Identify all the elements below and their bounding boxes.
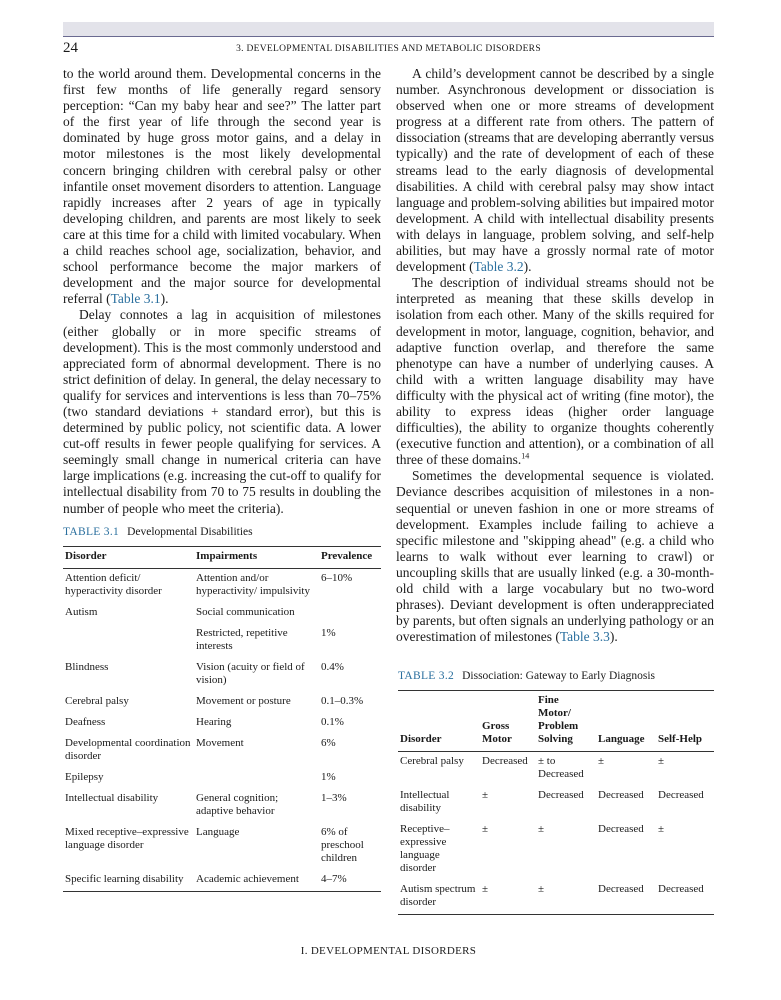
table-cell (319, 603, 381, 624)
table-cell: Decreased (598, 883, 644, 895)
table-cell: Receptive–expressive language disorder (400, 823, 450, 874)
table-cell: 1–3% (321, 792, 347, 804)
table-cell: General cognition; adaptive behavior (196, 792, 279, 817)
table-cell: 0.1–0.3% (321, 695, 364, 707)
table-row (398, 786, 714, 820)
table-cell: Intellectual disability (400, 789, 450, 814)
table-cell: Attention deficit/ hyperactivity disorder (65, 572, 162, 597)
table-3-1-caption (63, 526, 253, 538)
table-cell: Autism spectrum disorder (400, 883, 476, 908)
table-cell: Mixed receptive–expressive language disorder (65, 826, 189, 851)
table-row (63, 624, 381, 658)
table-cell: 1% (321, 771, 336, 783)
table-cell (63, 624, 194, 658)
right-paragraph-1: A child’s development cannot be described by a single number. Asynchronous development or dissociation is observed when one or more streams of development progress at a different rate from others. The pattern of dissociation (streams that are developing aberrantly versus typically) and the rate of development of each of these streams lead to the early diagnosis of developmental disabilities. A child with cerebral palsy may show intact language and problem-solving abilities but impaired motor development. A child with intellectual disability presents with delays in language, problem solving, and self-help abilities, but may have a grossly normal rate of motor development (Table 3.2). (396, 66, 714, 275)
table-row (63, 569, 381, 604)
table-3-1 (63, 546, 381, 892)
table-row (398, 752, 714, 787)
right-paragraph-2: The description of individual streams should not be interpreted as meaning that these skills develop in isolation from each other. Many of the skills required for development in motor, language, cognition, behavior, and adaptive function overlap, and therefore the same phenotype can have a number of underlying causes. A child with a written language disability may have difficulty with the physical act of writing (fine motor), the ability to express ideas (higher order language difficulties), the ability to organize thoughts coherently (executive function and attention), or a combination of all three of these domains.$^{14}$ (396, 275, 714, 468)
header-bar (63, 22, 714, 36)
table-cell: ± (538, 823, 545, 835)
table-cell: ± to Decreased (538, 755, 584, 780)
table-cell: Specific learning disability (65, 873, 184, 885)
running-head: 3. DEVELOPMENTAL DISABILITIES AND METABOLIC DISORDERS (236, 44, 541, 54)
table-3-3-link[interactable]: Table 3.3 (559, 629, 610, 645)
reference-superscript: 14 (521, 451, 530, 461)
table-cell: ± (482, 883, 489, 895)
table-cell (194, 768, 319, 789)
table-row (63, 734, 381, 768)
table-cell: Decreased (482, 755, 528, 767)
left-column (63, 66, 381, 517)
column-header: Self-Help (658, 733, 702, 745)
table-cell: Deafness (65, 716, 106, 728)
table-cell: Vision (acuity or field of vision) (196, 661, 305, 686)
table-cell: Developmental coordination disorder (65, 737, 191, 762)
table-cell: Autism (65, 606, 98, 618)
table-cell: 4–7% (321, 873, 347, 885)
table-cell: 0.1% (321, 716, 344, 728)
table-cell: ± (598, 755, 605, 767)
table-cell: ± (658, 755, 665, 767)
table-cell: ± (482, 789, 489, 801)
table-3-2-label: TABLE 3.2 (398, 670, 455, 682)
column-header: Language (598, 733, 645, 745)
table-cell: 6–10% (321, 572, 353, 584)
table-cell: Blindness (65, 661, 109, 673)
column-header: Fine Motor/ Problem Solving (538, 694, 579, 745)
part-footer: I. DEVELOPMENTAL DISORDERS (300, 945, 477, 957)
table-cell: Social communication (196, 606, 295, 618)
right-paragraph-3: Sometimes the developmental sequence is violated. Deviance describes acquisition of milestones in a non-sequential or uneven fashion in one or more streams of development. Examples include failing to achieve a specific milestone and "skipping ahead" (e.g. a child who learns to walk without ever learning to crawl) or uncoupling skills that are usually linked (e.g. a 30-month-old child with a large vocabulary but no two-word phrases). Deviant development is often underappreciated by parents, but often signals an underlying pathology or an overestimation of milestones (Table 3.3). (396, 468, 714, 645)
table-3-1-title: Developmental Disabilities (127, 526, 253, 538)
table-cell: Decreased (598, 789, 644, 801)
table-row (63, 789, 381, 823)
table-cell: Academic achievement (196, 873, 299, 885)
table-row (63, 768, 381, 789)
table-cell: Movement (196, 737, 244, 749)
table-cell: Cerebral palsy (400, 755, 464, 767)
table-cell: Attention and/or hyperactivity/ impulsivity (196, 572, 310, 597)
table-cell: Decreased (658, 789, 704, 801)
table-cell: 6% of preschool children (321, 826, 364, 864)
table-cell: 6% (321, 737, 336, 749)
table-row (63, 870, 381, 892)
table-cell: Movement or posture (196, 695, 291, 707)
table-3-2-link[interactable]: Table 3.2 (473, 259, 524, 275)
column-header: Gross Motor (482, 720, 512, 745)
table-cell: ± (538, 883, 545, 895)
table-cell: Decreased (598, 823, 644, 835)
table-cell: Hearing (196, 716, 232, 728)
table-row (63, 603, 381, 624)
table-cell: 0.4% (321, 661, 344, 673)
column-header: Prevalence (321, 550, 373, 562)
table-row (63, 823, 381, 870)
header-rule (63, 36, 714, 37)
table-row (398, 820, 714, 880)
table-cell: Epilepsy (65, 771, 104, 783)
table-header-row (398, 691, 714, 752)
table-cell: Cerebral palsy (65, 695, 129, 707)
table-header-row (63, 547, 381, 569)
table-cell: Restricted, repetitive interests (196, 627, 288, 652)
table-row (63, 692, 381, 713)
table-3-2-title: Dissociation: Gateway to Early Diagnosis (462, 670, 655, 682)
table-row (398, 880, 714, 915)
table-3-2-caption (398, 670, 655, 682)
table-cell: Decreased (538, 789, 584, 801)
right-column (396, 66, 714, 645)
table-cell: Language (196, 826, 240, 838)
table-row (63, 658, 381, 692)
table-3-1-link[interactable]: Table 3.1 (110, 291, 161, 307)
page-number: 24 (63, 40, 78, 56)
table-3-1-label: TABLE 3.1 (63, 526, 120, 538)
table-cell: ± (658, 823, 665, 835)
table-cell: ± (482, 823, 489, 835)
column-header: Disorder (65, 550, 107, 562)
table-cell: 1% (321, 627, 336, 639)
left-paragraph-2: Delay connotes a lag in acquisition of milestones (either globally or in more specific streams of development). This is the most commonly understood and appreciated form of abnormal development. There is no strict definition of delay. In general, the delay necessary to qualify for services and interventions is less than 70–75% (two standard deviations + standard error), but this is determined by public policy, not scientific data. A lower cut-off results in fewer people qualifying for services. A seemingly small change in numerical criteria can have large implications (e.g. increasing the cut-off to qualify for intellectual disability from 70 to 75 results in doubling the number of people who meet the criteria). (63, 307, 381, 516)
column-header: Impairments (196, 550, 258, 562)
left-paragraph-1: to the world around them. Developmental concerns in the first few months of life generally regard sensory perception: “Can my baby hear and see?” The latter part of the first year of life through the second year is dominated by huge gross motor gains, and a delay in motor milestones is the most likely developmental concern bringing children with cerebral palsy or other infantile onset movement disorders to attention. Language rapidly increases after 2 years of age in typically developing children, and parents are most likely to seek care at this time for a child with limited vocabulary. When a child reaches school age, socialization, behavior, and school performance become the major markers of development and the major source for developmental referral (Table 3.1). (63, 66, 381, 307)
table-row (63, 713, 381, 734)
table-cell: Decreased (658, 883, 704, 895)
column-header: Disorder (400, 733, 442, 745)
table-cell: Intellectual disability (65, 792, 159, 804)
table-3-2 (398, 690, 714, 915)
